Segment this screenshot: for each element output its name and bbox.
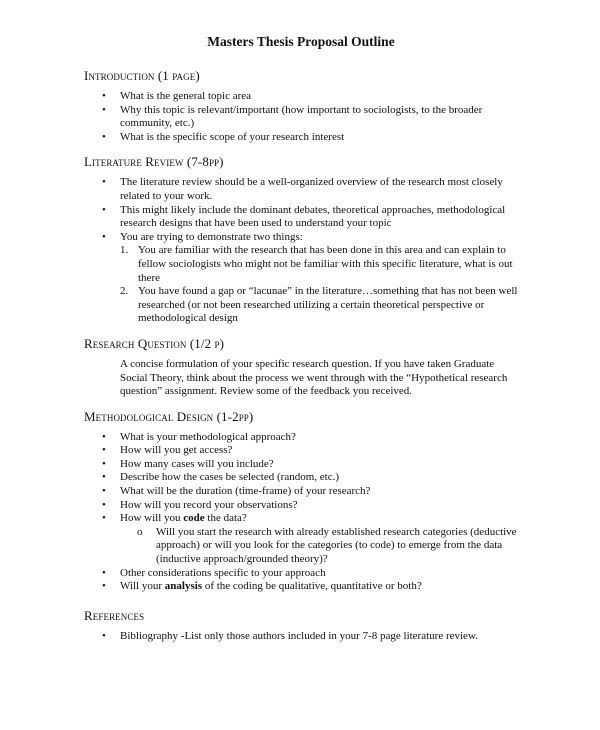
item-number: 2. bbox=[120, 285, 129, 298]
section-introduction bbox=[84, 68, 518, 144]
section-heading-references: References bbox=[84, 607, 145, 623]
references-list bbox=[84, 630, 518, 644]
section-heading-methodological-design: Methodological Design (1-2pp) bbox=[84, 408, 254, 424]
list-item: • How many cases will you include? bbox=[84, 458, 518, 472]
list-item: • What will be the duration (time-frame) of your research? bbox=[84, 485, 518, 499]
analysis-item-suffix: of the coding be qualitative, quantitative or both? bbox=[202, 580, 422, 593]
list-item-analysis bbox=[84, 580, 518, 594]
item-number: 1. bbox=[120, 244, 129, 257]
item-text: You are familiar with the research that has been done in this area and can explain to fellow sociologists who might not be familiar with this specific literature, what is out there bbox=[138, 244, 513, 284]
methodological-design-list bbox=[84, 431, 518, 526]
introduction-list bbox=[84, 90, 518, 144]
list-item: • What is the specific scope of your research interest bbox=[84, 131, 518, 145]
sub-list-item bbox=[84, 526, 518, 567]
literature-review-list bbox=[84, 176, 518, 244]
code-item-prefix: How will you bbox=[120, 512, 184, 525]
list-item-code bbox=[84, 512, 518, 526]
list-item: • What is your methodological approach? bbox=[84, 431, 518, 445]
code-item-emphasis: code bbox=[183, 512, 205, 525]
list-item: • How will you get access? bbox=[84, 444, 518, 458]
list-item: • Bibliography -List only those authors included in your 7-8 page literature review. bbox=[84, 630, 518, 644]
numbered-item bbox=[84, 244, 518, 285]
analysis-item-prefix: Will your bbox=[120, 580, 165, 593]
methodological-design-list-continued bbox=[84, 567, 518, 594]
numbered-item bbox=[84, 285, 518, 326]
section-heading-research-question: Research Question (1/2 p) bbox=[84, 335, 225, 351]
section-references bbox=[84, 608, 518, 644]
section-heading-literature-review: Literature Review (7-8pp) bbox=[84, 154, 224, 170]
sub-bullet-marker: o bbox=[137, 525, 143, 538]
list-item: • You are trying to demonstrate two things: bbox=[84, 231, 518, 245]
list-item: • Other considerations specific to your approach bbox=[84, 567, 518, 581]
document-title: Masters Thesis Proposal Outline bbox=[207, 34, 395, 49]
section-methodological-design bbox=[84, 409, 518, 594]
research-question-paragraph: A concise formulation of your specific research question. If you have taken Graduate Social Theory, think about the process we went through with the “Hypothetical research question” assignment. Review some of the feedback you received. bbox=[120, 357, 508, 398]
sub-item-text: Will you start the research with already established research categories (deductive approach) or will you look for the categories (to code) to emerge from the data (inductive approach/grounded theory)? bbox=[156, 525, 517, 566]
list-item: • Why this topic is relevant/important (how important to sociologists, to the broader community, etc.) bbox=[84, 104, 518, 131]
section-literature-review bbox=[84, 154, 518, 326]
methodological-design-sublist bbox=[84, 526, 518, 567]
analysis-item-emphasis: analysis bbox=[164, 580, 203, 593]
list-item: • What is the general topic area bbox=[84, 90, 518, 104]
code-item-suffix: the data? bbox=[204, 512, 247, 525]
list-item: • This might likely include the dominant debates, theoretical approaches, methodological research designs that have been used to understand your topic bbox=[84, 204, 518, 231]
list-item: • The literature review should be a well-organized overview of the research most closely related to your work. bbox=[84, 176, 518, 203]
section-heading-introduction: Introduction (1 page) bbox=[84, 68, 200, 83]
list-item: • Describe how the cases be selected (random, etc.) bbox=[84, 471, 518, 485]
literature-review-numbered-list bbox=[84, 244, 518, 326]
item-text: You have found a gap or “lacunae” in the literature…something that has not been well researched (or not been researched utilizing a certain theoretical perspective or methodological design bbox=[138, 285, 518, 325]
list-item: • How will you record your observations? bbox=[84, 499, 518, 513]
section-research-question bbox=[84, 336, 518, 399]
